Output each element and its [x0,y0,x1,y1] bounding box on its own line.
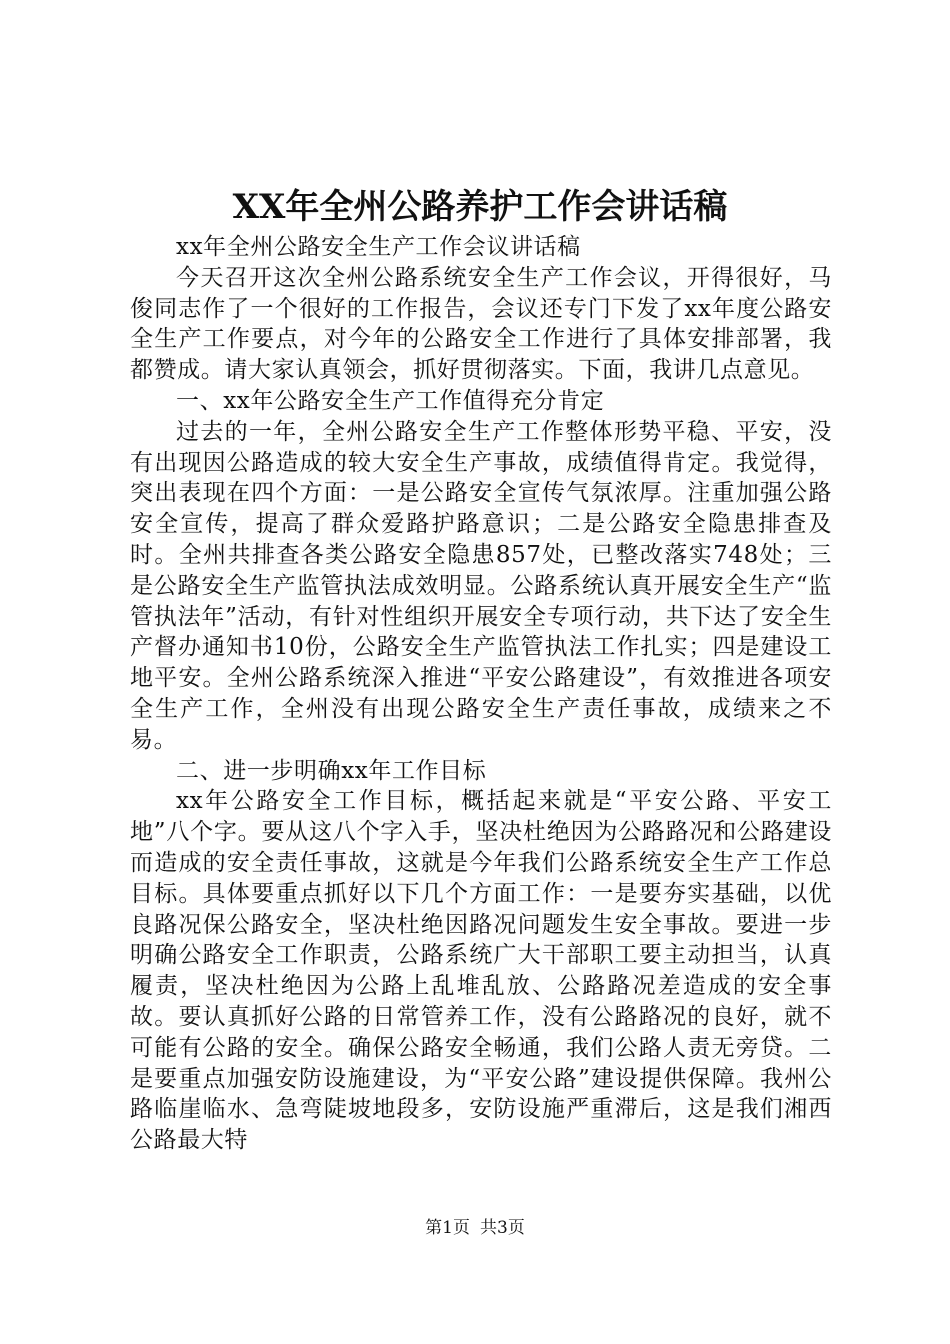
paragraph-section-2: xx年公路安全工作目标，概括起来就是“平安公路、平安工地”八个字。要从这八个字入手，坚决杜绝因为公路路况和公路建设而造成的安全责任事故，这就是今年我们公路系统安全生产工作总目标。具体要重点抓好以下几个方面工作：一是要夯实基础，以优良路况保公路安全，坚决杜绝因路况问题发生安全事故。要进一步明确公路安全工作职责，公路系统广大干部职工要主动担当，认真履责，坚决杜绝因为公路上乱堆乱放、公路路况差造成的安全事故。要认真抓好公路的日常管养工作，没有公路路况的良好，就不可能有公路的安全。确保公路安全畅通，我们公路人责无旁贷。二是要重点加强安防设施建设，为“平安公路”建设提供保障。我州公路临崖临水、急弯陡坡地段多，安防设施严重滞后，这是我们湘西公路最大特 [130,788,832,1154]
paragraph-subtitle: xx年全州公路安全生产工作会议讲话稿 [176,234,581,260]
page-footer [0,1216,950,1240]
section-heading-1: 一、xx年公路安全生产工作值得充分肯定 [176,387,605,414]
paragraph-section-1: 过去的一年，全州公路安全生产工作整体形势平稳、平安，没有出现因公路造成的较大安全生产事故，成绩值得肯定。我觉得，突出表现在四个方面：一是公路安全宣传气氛浓厚。注重加强公路安全宣传，提高了群众爱路护路意识；二是公路安全隐患排查及时。全州共排查各类公路安全隐患857处，已整改落实748处；三是公路安全生产监管执法成效明显。公路系统认真开展安全生产“监管执法年”活动，有针对性组织开展安全专项行动，共下达了安全生产督办通知书10份，公路安全生产监管执法工作扎实；四是建设工地平安。全州公路系统深入推进“平安公路建设”，有效推进各项安全生产工作，全州没有出现公路安全生产责任事故，成绩来之不易。 [130,418,832,753]
document-title: XX年全州公路养护工作会讲话稿 [232,187,728,227]
page-number: 第1页 [425,1218,470,1238]
section-heading-2: 二、进一步明确xx年工作目标 [176,757,487,784]
paragraph-opening: 今天召开这次全州公路系统安全生产工作会议，开得很好，马俊同志作了一个很好的工作报告，会议还专门下发了xx年度公路安全生产工作要点，对今年的公路安全工作进行了具体安排部署，我都赞成。请大家认真领会，抓好贯彻落实。下面，我讲几点意见。 [130,264,832,384]
page-total: 共3页 [480,1218,525,1238]
document-body [130,232,832,1156]
